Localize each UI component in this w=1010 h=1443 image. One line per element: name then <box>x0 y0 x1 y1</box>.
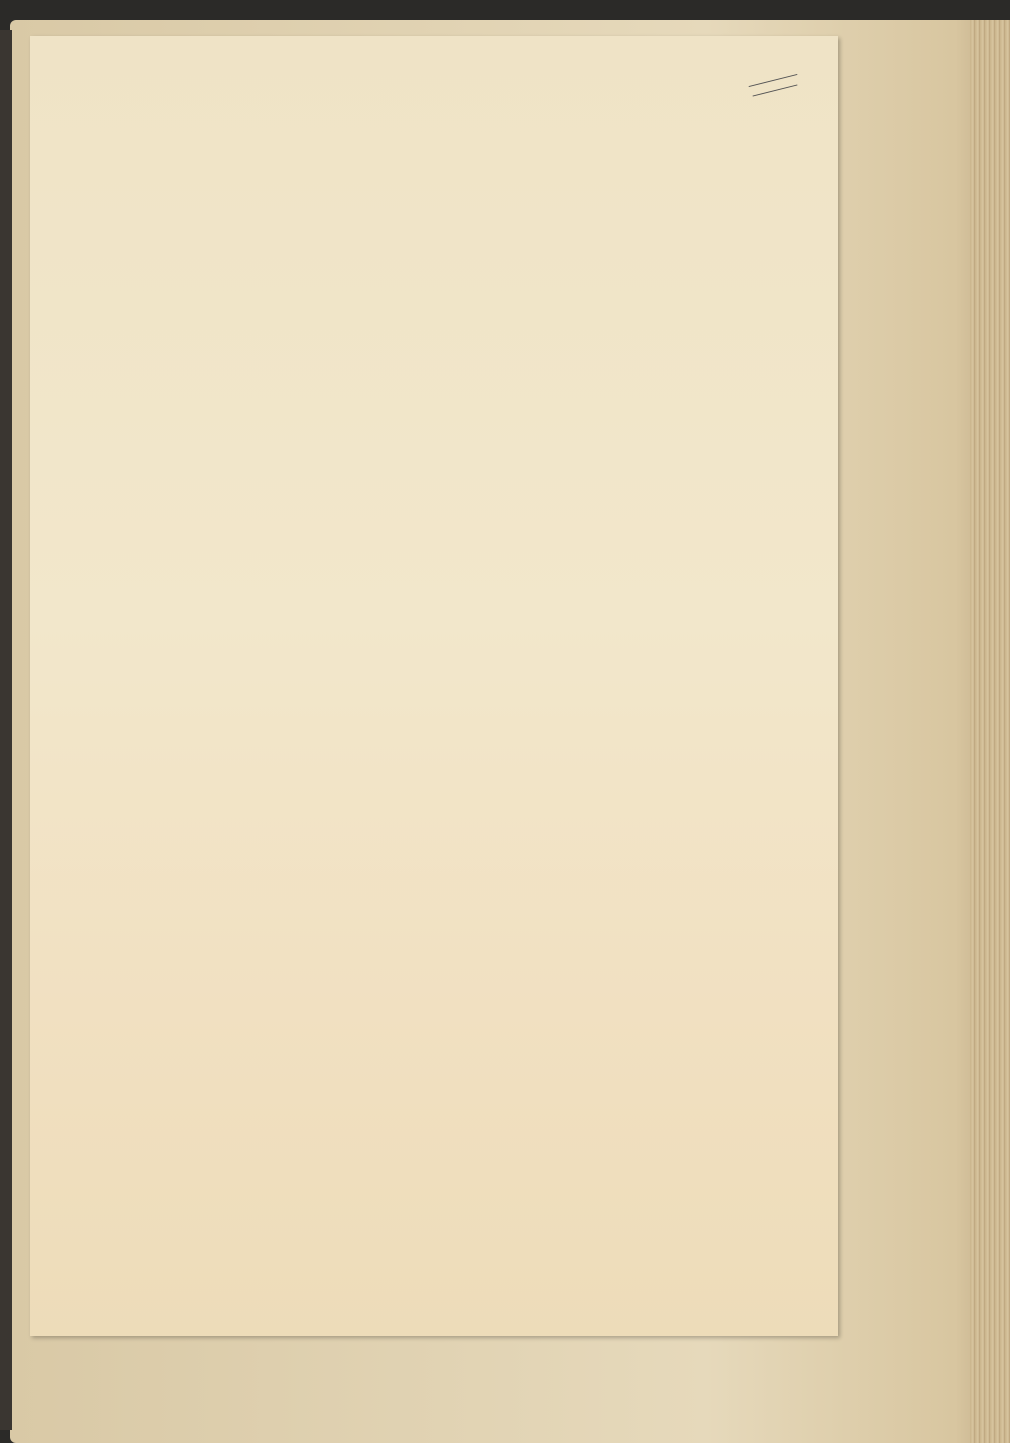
catalog-card <box>30 36 838 1336</box>
handwritten-margin <box>835 40 970 1340</box>
ruled-lines <box>30 36 838 1336</box>
page-edges <box>970 20 1010 1443</box>
binding-edge <box>0 30 12 1430</box>
